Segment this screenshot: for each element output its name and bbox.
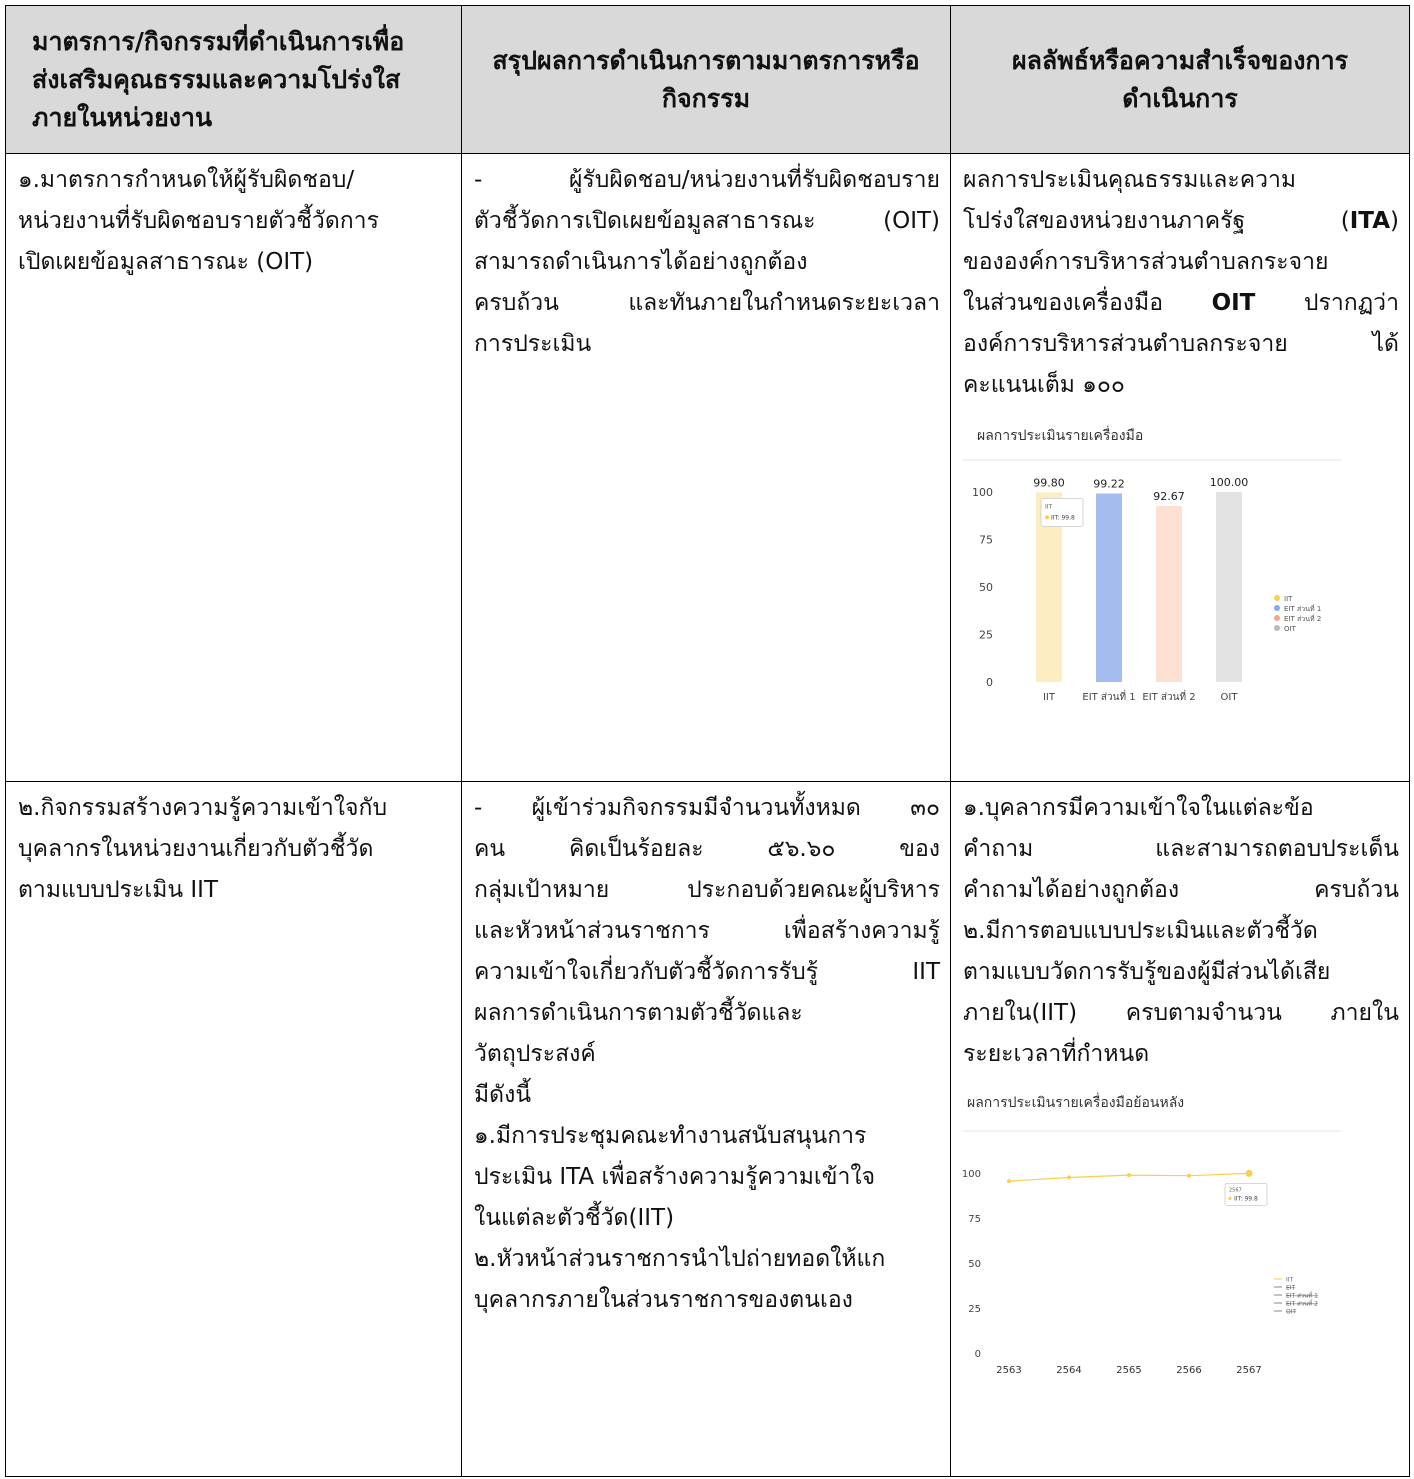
x-tick-label: 2567: [1236, 1365, 1262, 1376]
text-line: บุคลากรภายในส่วนราชการของตนเอง: [474, 1287, 853, 1313]
text-line: ในส่วนของเครื่องมือ OIT ปรากฏว่า: [963, 290, 1399, 316]
y-tick-label: 100: [972, 486, 993, 499]
bar-value-label: 99.22: [1093, 477, 1125, 491]
text-line: คำถาม และสามารถตอบประเด็น: [963, 836, 1399, 862]
bar-chart: [959, 412, 1349, 712]
tooltip-text: IIT: 99.8: [1234, 1195, 1258, 1203]
text-line: กลุ่มเป้าหมาย ประกอบด้วยคณะผู้บริหาร: [474, 877, 940, 903]
tooltip-swatch: [1045, 515, 1049, 519]
y-tick-label: 0: [986, 676, 993, 689]
series-point: [1187, 1174, 1191, 1178]
text-line: มาตรการ/กิจกรรมที่ดำเนินการเพื่อ: [32, 26, 405, 56]
text-line: ในแต่ละตัวชี้วัด(IIT): [474, 1205, 675, 1231]
bar-value-label: 92.67: [1153, 489, 1185, 503]
header-summary: [462, 6, 951, 154]
x-tick-label: EIT ส่วนที่ 2: [1142, 692, 1196, 703]
text-line: ตัวชี้วัดการเปิดเผยข้อมูลสาธารณะ (OIT): [474, 208, 940, 234]
text-line: ผลลัพธ์หรือความสำเร็จของการ: [1011, 45, 1349, 75]
x-tick-label: OIT: [1220, 692, 1238, 703]
text-line: ส่งเสริมคุณธรรมและความโปร่งใส: [32, 64, 401, 94]
legend-swatch: [1274, 605, 1280, 611]
text-line: และหัวหน้าส่วนราชการ เพื่อสร้างความรู้: [474, 918, 940, 944]
y-tick-label: 50: [968, 1259, 981, 1270]
text-line: กิจกรรม: [661, 83, 751, 113]
table-row: [6, 782, 1410, 1477]
chart-title: ผลการประเมินรายเครื่องมือย้อนหลัง: [967, 1095, 1185, 1111]
tooltip-title: 2567: [1229, 1187, 1242, 1194]
text-line: สามารถดำเนินการได้อย่างถูกต้อง: [474, 249, 808, 275]
x-tick-label: IIT: [1042, 692, 1056, 703]
text-line: ๒.กิจกรรมสร้างความรู้ความเข้าใจกับ: [18, 795, 388, 821]
header-result: [951, 6, 1410, 154]
text-line: - ผู้รับผิดชอบ/หน่วยงานที่รับผิดชอบราย: [474, 167, 940, 193]
legend-label: IIT: [1284, 595, 1293, 603]
result-cell: [951, 154, 1410, 782]
text-line: คน คิดเป็นร้อยละ ๕๖.๖๐ ของ: [474, 836, 940, 862]
text-line: บุคลากรในหน่วยงานเกี่ยวกับตัวชี้วัด: [18, 836, 374, 862]
legend-label: OIT: [1284, 625, 1296, 633]
measures-table: [5, 5, 1410, 1477]
text-line: เปิดเผยข้อมูลสาธารณะ (OIT): [18, 249, 314, 275]
tool-score-chart: [959, 412, 1409, 712]
text-line: ผลการประเมินคุณธรรมและความ: [963, 167, 1297, 193]
tooltip-title: IIT: [1045, 503, 1053, 511]
text-line: โปร่งใสของหน่วยงานภาครัฐ (ITA): [963, 208, 1399, 234]
table-row: [6, 154, 1410, 782]
text-line: - ผู้เข้าร่วมกิจกรรมมีจำนวนทั้งหมด ๓๐: [474, 795, 940, 821]
measure-cell: [6, 782, 462, 1477]
text-line: ภายใน(IIT) ครบตามจำนวน ภายใน: [963, 1000, 1399, 1026]
bar-value-label: 100.00: [1209, 476, 1249, 489]
text-line: ๑.บุคลากรมีความเข้าใจในแต่ละข้อ: [963, 795, 1314, 821]
chart-title: ผลการประเมินรายเครื่องมือ: [977, 428, 1144, 444]
measure-cell: [6, 154, 462, 782]
header-row: [6, 6, 1410, 154]
text-line: ๑.มาตรการกำหนดให้ผู้รับผิดชอบ/: [18, 167, 355, 193]
text-line: ดำเนินการ: [1122, 83, 1238, 113]
text-line: ครบถ้วน และทันภายในกำหนดระยะเวลา: [474, 290, 940, 316]
text-line: ระยะเวลาที่กำหนด: [963, 1041, 1150, 1067]
header-measure: [6, 6, 462, 154]
text-line: สรุปผลการดำเนินการตามมาตรการหรือ: [492, 45, 920, 75]
legend-swatch: [1274, 595, 1280, 601]
trend-chart: [959, 1083, 1409, 1383]
tooltip-swatch: [1228, 1197, 1231, 1200]
x-tick-label: 2563: [996, 1365, 1022, 1376]
y-tick-label: 100: [961, 1169, 981, 1180]
text-line: คะแนนเต็ม ๑๐๐: [963, 372, 1125, 398]
x-tick-label: 2566: [1176, 1365, 1202, 1376]
result-cell: [951, 782, 1410, 1477]
y-tick-label: 75: [979, 533, 993, 547]
text-line: ตามแบบประเมิน IIT: [18, 877, 219, 903]
text-line: ตามแบบวัดการรับรู้ของผู้มีส่วนได้เสีย: [963, 959, 1331, 985]
summary-cell: [462, 154, 951, 782]
legend-label: OIT: [1286, 1308, 1297, 1316]
bar-oit: [1216, 492, 1242, 682]
series-point: [1007, 1179, 1011, 1183]
text-line: ผลการดำเนินการตามตัวชี้วัดและ: [474, 1000, 803, 1026]
legend-swatch: [1274, 625, 1280, 631]
series-point: [1127, 1173, 1131, 1177]
x-tick-label: 2564: [1056, 1365, 1082, 1376]
text-line: ๒.หัวหน้าส่วนราชการนำไปถ่ายทอดให้แก: [474, 1246, 886, 1272]
text-line: การประเมิน: [474, 331, 592, 357]
text-line: ประเมิน ITA เพื่อสร้างความรู้ความเข้าใจ: [474, 1164, 876, 1190]
bar-value-label: 99.80: [1033, 476, 1065, 490]
legend-label: EIT ส่วนที่ 2: [1286, 1300, 1318, 1308]
text-line: หน่วยงานที่รับผิดชอบรายตัวชี้วัดการ: [18, 208, 379, 234]
text-line: ขององค์การบริหารส่วนตำบลกระจาย: [963, 249, 1329, 275]
text-line: องค์การบริหารส่วนตำบลกระจาย ได้: [963, 331, 1399, 357]
text-line: คำถามได้อย่างถูกต้อง ครบถ้วน: [963, 877, 1399, 903]
line-chart: [959, 1083, 1349, 1383]
legend-swatch: [1274, 615, 1280, 621]
text-line: มีดังนี้: [474, 1082, 532, 1108]
series-point: [1067, 1176, 1071, 1180]
legend-label: EIT: [1286, 1284, 1296, 1292]
text-line: ความเข้าใจเกี่ยวกับตัวชี้วัดการรับรู้ IIT: [474, 959, 940, 985]
summary-cell: [462, 782, 951, 1477]
legend-label: EIT ส่วนที่ 2: [1284, 615, 1322, 623]
y-tick-label: 25: [979, 628, 993, 642]
bar-eit-ส่วนที่-2: [1156, 506, 1182, 682]
y-tick-label: 75: [968, 1214, 981, 1225]
legend-label: EIT ส่วนที่ 1: [1286, 1292, 1318, 1300]
text-line: ๑.มีการประชุมคณะทำงานสนับสนุนการ: [474, 1123, 867, 1149]
y-tick-label: 25: [968, 1304, 981, 1315]
legend-label: IIT: [1286, 1276, 1294, 1284]
y-tick-label: 50: [979, 581, 993, 594]
legend-label: EIT ส่วนที่ 1: [1284, 605, 1322, 613]
y-tick-label: 0: [974, 1349, 981, 1360]
text-line: ภายในหน่วยงาน: [32, 102, 213, 132]
series-point: [1246, 1170, 1253, 1177]
text-line: ๒.มีการตอบแบบประเมินและตัวชี้วัด: [963, 918, 1318, 944]
text-line: วัตถุประสงค์: [474, 1041, 596, 1067]
x-tick-label: EIT ส่วนที่ 1: [1082, 692, 1136, 703]
x-tick-label: 2565: [1116, 1365, 1142, 1376]
bar-eit-ส่วนที่-1: [1096, 493, 1122, 682]
tooltip-text: IIT: 99.8: [1051, 514, 1075, 522]
